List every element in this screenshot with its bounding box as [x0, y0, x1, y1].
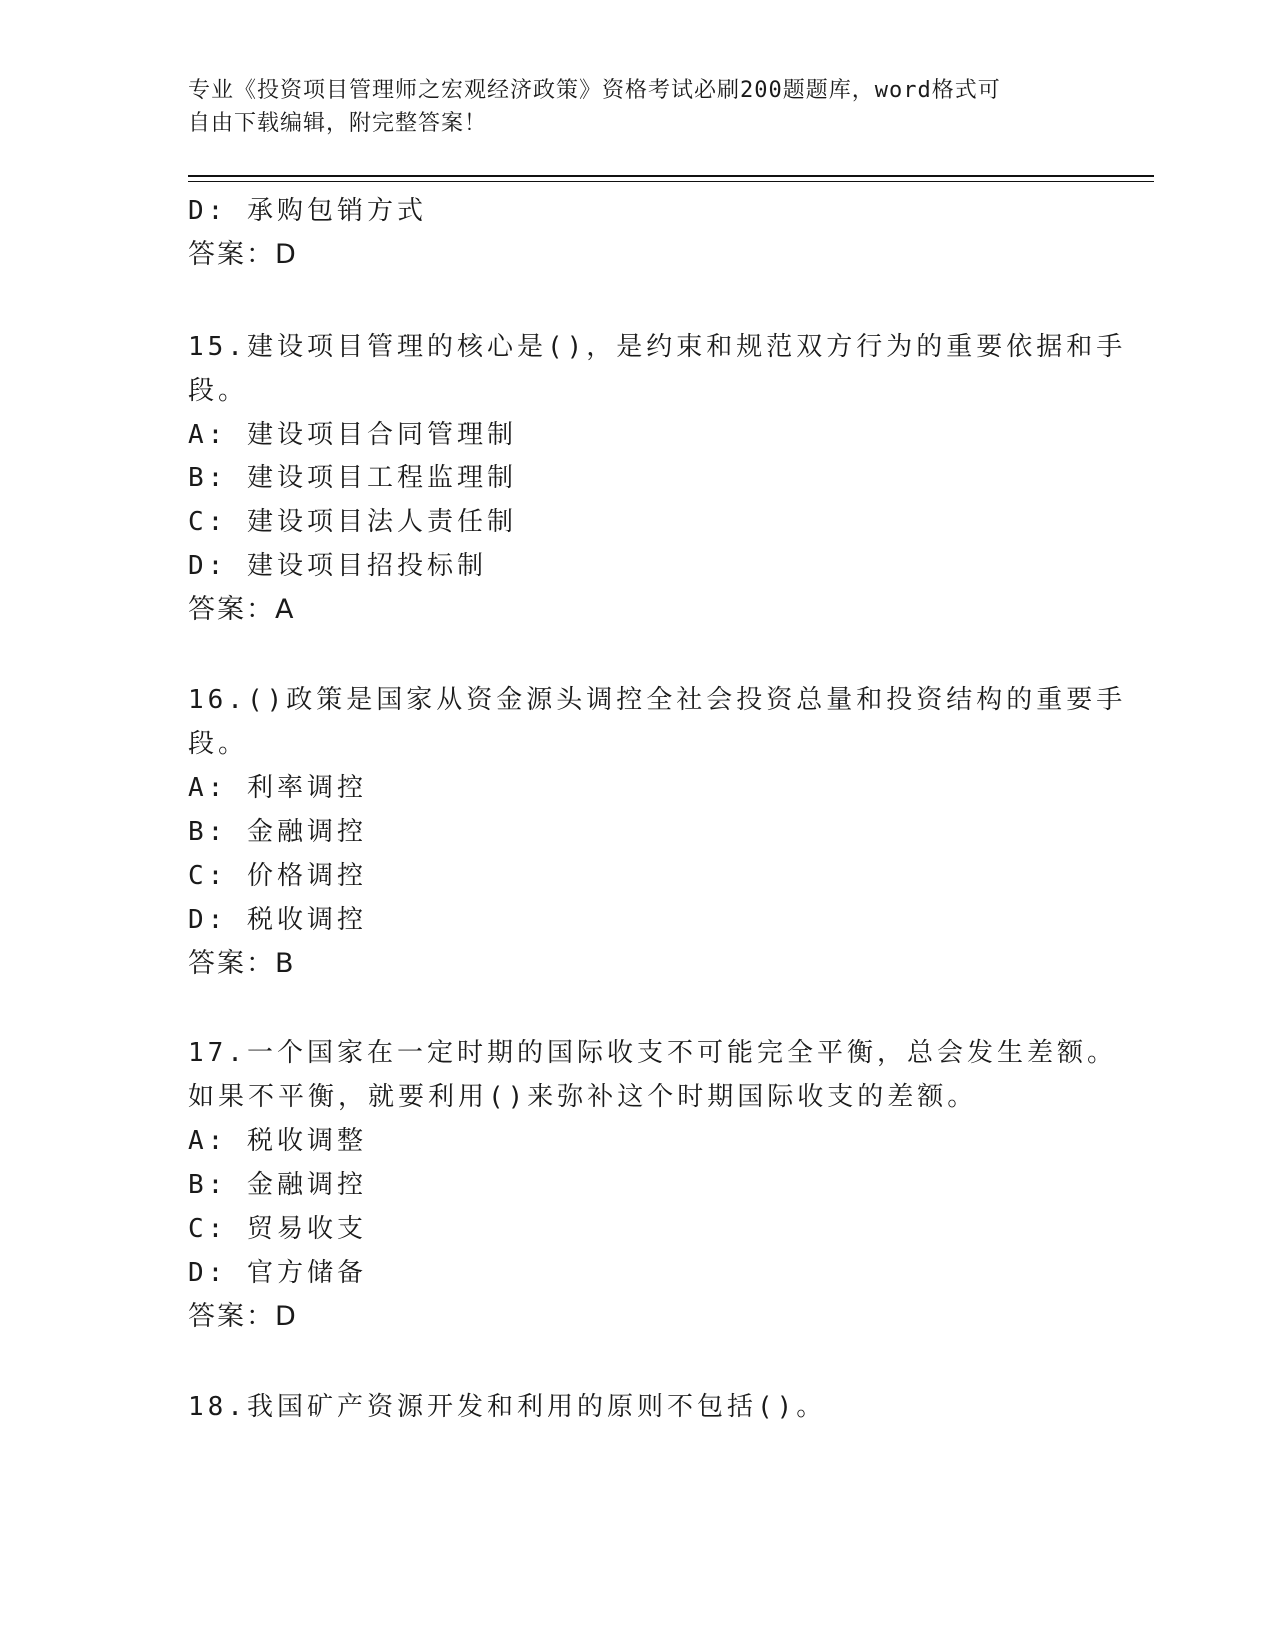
q15-answer: 答案：A — [188, 594, 296, 625]
q15-text-line-2: 段。 — [188, 376, 249, 406]
q17-option-d: D: 官方储备 — [188, 1258, 367, 1288]
q15-option-c: C: 建设项目法人责任制 — [188, 507, 517, 537]
prev-answer: 答案：D — [188, 239, 298, 270]
document-header — [188, 74, 1068, 140]
q16-option-d: D: 税收调控 — [188, 905, 367, 935]
q17-option-b: B: 金融调控 — [188, 1170, 367, 1200]
q15-option-b: B: 建设项目工程监理制 — [188, 463, 517, 493]
q16-text-line-1: 16.()政策是国家从资金源头调控全社会投资总量和投资结构的重要手 — [188, 685, 1127, 715]
q16-text-line-2: 段。 — [188, 729, 249, 759]
q16-option-a: A: 利率调控 — [188, 773, 367, 803]
header-rule-thick — [188, 175, 1154, 177]
q17-text-line-2: 如果不平衡，就要利用()来弥补这个时期国际收支的差额。 — [188, 1082, 978, 1112]
q16-answer: 答案：B — [188, 948, 296, 979]
q17-text-line-1: 17.一个国家在一定时期的国际收支不可能完全平衡，总会发生差额。 — [188, 1038, 1117, 1068]
header-rule-thin — [188, 181, 1154, 182]
q18-text-line-1: 18.我国矿产资源开发和利用的原则不包括()。 — [188, 1392, 827, 1422]
q15-text-line-1: 15.建设项目管理的核心是()，是约束和规范双方行为的重要依据和手 — [188, 332, 1127, 362]
q17-option-a: A: 税收调整 — [188, 1126, 367, 1156]
q15-option-a: A: 建设项目合同管理制 — [188, 420, 517, 450]
q17-option-c: C: 贸易收支 — [188, 1214, 367, 1244]
prev-option-d: D: 承购包销方式 — [188, 196, 427, 226]
header-line-1: 专业《投资项目管理师之宏观经济政策》资格考试必刷200题题库，word格式可 — [188, 78, 1001, 103]
q17-answer: 答案：D — [188, 1301, 298, 1332]
q16-option-b: B: 金融调控 — [188, 817, 367, 847]
q15-option-d: D: 建设项目招投标制 — [188, 551, 487, 581]
q16-option-c: C: 价格调控 — [188, 861, 367, 891]
header-line-2: 自由下载编辑，附完整答案！ — [188, 111, 488, 136]
